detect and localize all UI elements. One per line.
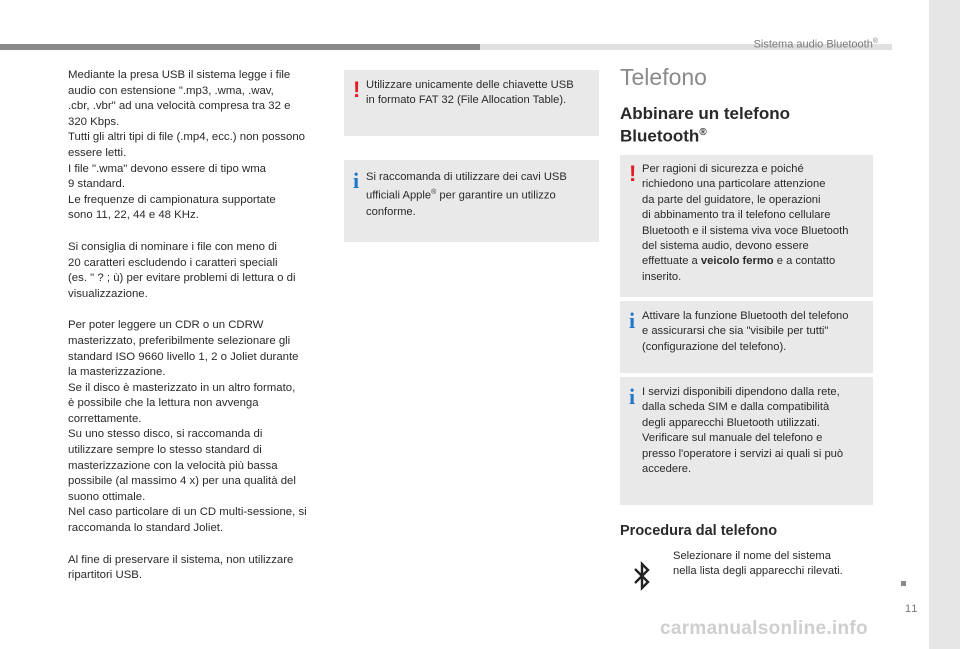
warning-icon: ! <box>629 161 637 186</box>
paragraph-file-naming: Si consiglia di nominare i file con meno di 20 caratteri escludendo i caratteri speciali (es. " ? ; ù) per evitare problemi di lettura o di visualizzazione. <box>68 240 296 300</box>
left-column <box>68 68 326 600</box>
watermark: carmanualsonline.info <box>660 618 868 639</box>
info-box-services <box>620 377 873 505</box>
warning-icon: ! <box>353 77 361 102</box>
info-icon: i <box>353 168 360 193</box>
info-box-text: Attivare la funzione Bluetooth del telefono e assicurarsi che sia "visibile per tutti" (configurazione del telefono). <box>642 310 849 353</box>
info-box-text: I servizi disponibili dipendono dalla rete, dalla scheda SIM e dalla compatibilità degli apparecchi Bluetooth utilizzati. Verificare sul manuale del telefono e presso l'operatore i servizi ai quali si può accedere. <box>642 386 844 476</box>
warning-box-pairing-safety <box>620 155 873 297</box>
info-icon: i <box>629 384 636 409</box>
info-box-text: Si raccomanda di utilizzare dei cavi USB ufficiali Apple® per garantire un utilizzo conforme. <box>366 171 567 218</box>
info-box-apple-cables <box>344 160 599 242</box>
warning-box-text: Utilizzare unicamente delle chiavette USB in formato FAT 32 (File Allocation Table). <box>366 79 574 107</box>
info-icon: i <box>629 308 636 333</box>
page-marker <box>901 581 906 586</box>
page-number: 11 <box>905 603 919 615</box>
warning-box-text: Per ragioni di sicurezza e poiché richiedono una particolare attenzione da parte del guidatore, le operazioni di abbinamento tra il telefono cellulare Bluetooth e il sistema viva voce Bluetooth del sistema audio, devono essere effettuate a veicolo fermo e a contatto inserito. <box>642 163 849 283</box>
header-rule-dark <box>0 44 480 50</box>
warning-box-usb-fat32 <box>344 70 599 136</box>
page-header-title: Sistema audio Bluetooth® <box>753 38 878 51</box>
info-box-activate-bluetooth <box>620 301 873 373</box>
subsection-title-pairing: Abbinare un telefono Bluetooth® <box>620 104 790 146</box>
side-strip <box>929 0 960 649</box>
procedure-title: Procedura dal telefono <box>620 523 778 539</box>
paragraph-usb-formats: Mediante la presa USB il sistema legge i file audio con estensione ".mp3, .wma, .wav, .cbr, .vbr" ad una velocità compresa tra 32 e 320 Kbps. Tutti gli altri tipi di file (.mp4, ecc.) non possono essere letti. I file ".wma" devono essere di tipo wma 9 standard. Le frequenze di campionatura supportate sono 11, 22, 44 e 48 KHz. <box>68 69 305 222</box>
section-title-telefono: Telefono <box>620 64 707 90</box>
bluetooth-icon <box>632 560 652 592</box>
paragraph-usb-splitters: Al fine di preservare il sistema, non utilizzare ripartitori USB. <box>68 553 294 582</box>
procedure-step-text: Selezionare il nome del sistema nella lista degli apparecchi rilevati. <box>673 550 843 578</box>
paragraph-cd-burning: Per poter leggere un CDR o un CDRW masterizzato, preferibilmente selezionare gli standard ISO 9660 livello 1, 2 o Joliet durante la masterizzazione. Se il disco è masterizzato in un altro formato, è possibile che la lettura non avvenga correttamente. Su uno stesso disco, si raccomanda di utilizzare sempre lo stesso standard di masterizzazione con la velocità più bassa possibile (al massimo 4 x) per una qualità del suono ottimale. Nel caso particolare di un CD multi-sessione, si raccomanda lo standard Joliet. <box>68 319 307 535</box>
